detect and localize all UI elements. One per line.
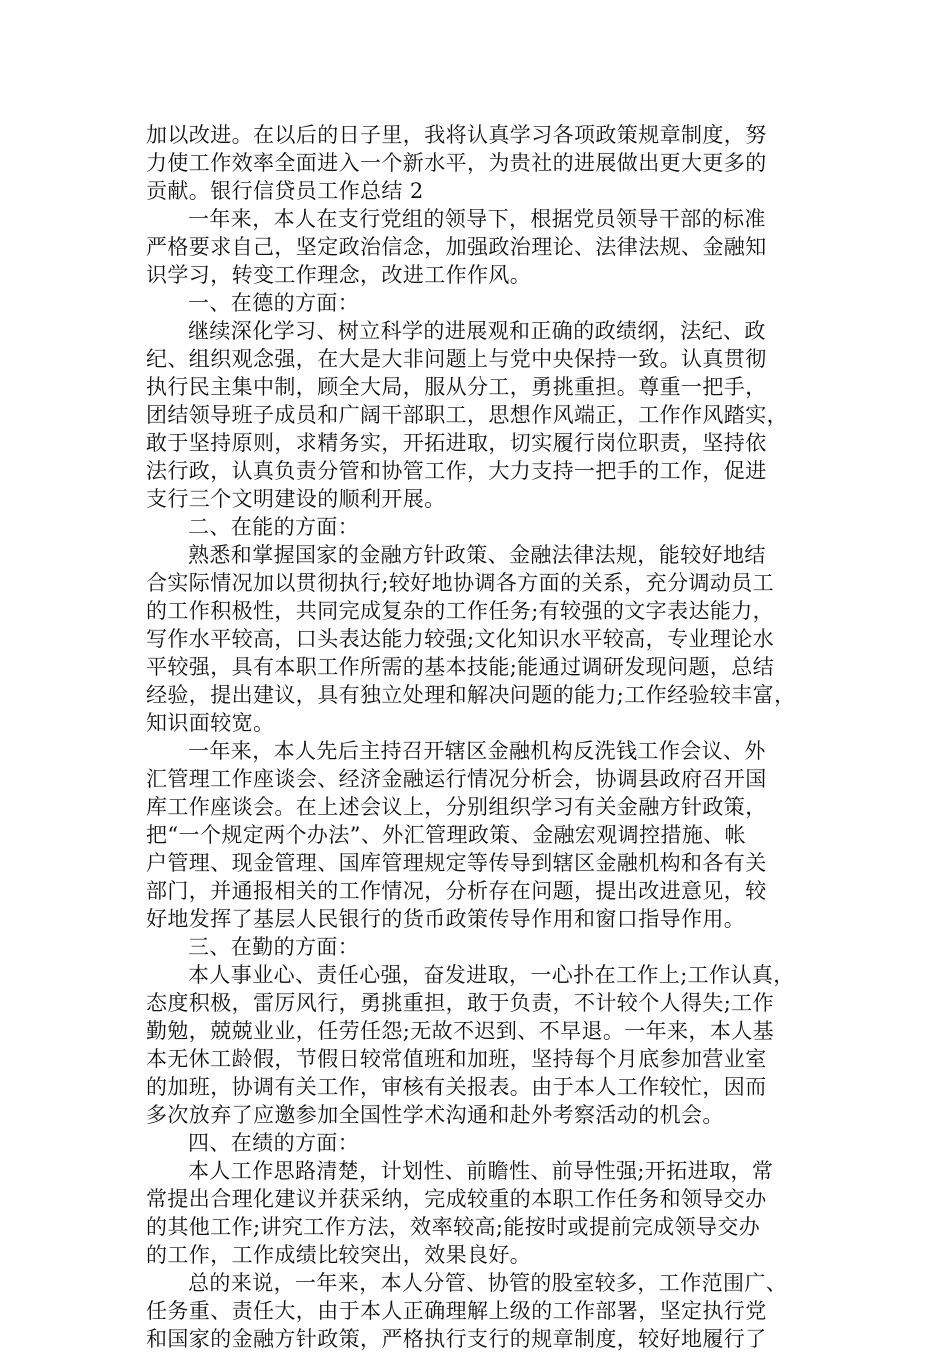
text-line: 团结领导班子成员和广阔干部职工，思想作风端正，工作作风踏实， xyxy=(146,403,788,427)
text-line: 一年来，本人在支行党组的领导下，根据党员领导干部的标准 xyxy=(188,207,766,231)
text-line: 汇管理工作座谈会、经济金融运行情况分析会，协调县政府召开国 xyxy=(146,767,767,791)
text-line: 一、在德的方面： xyxy=(188,291,360,315)
text-line: 好地发挥了基层人民银行的货币政策传导作用和窗口指导作用。 xyxy=(146,907,746,931)
text-line: 的其他工作;讲究工作方法，效率较高;能按时或提前完成领导交办 xyxy=(146,1215,761,1239)
text-line: 和国家的金融方针政策，严格执行支行的规章制度，较好地履行了 xyxy=(146,1327,767,1351)
document-page xyxy=(146,121,818,1353)
text-line: 知识面较宽。 xyxy=(146,711,275,735)
text-line: 平较强，具有本职工作所需的基本技能;能通过调研发现问题，总结 xyxy=(146,655,775,679)
text-line: 本无休工龄假，节假日较常值班和加班，坚持每个月底参加营业室 xyxy=(146,1047,767,1071)
text-line: 本人工作思路清楚，计划性、前瞻性、前导性强;开拓进取，常 xyxy=(188,1159,774,1183)
text-line: 的工作，工作成绩比较突出，效果良好。 xyxy=(146,1243,532,1267)
text-line: 一年来，本人先后主持召开辖区金融机构反洗钱工作会议、外 xyxy=(188,739,766,763)
text-line: 库工作座谈会。在上述会议上，分别组织学习有关金融方针政策， xyxy=(146,795,767,819)
text-line: 四、在绩的方面： xyxy=(188,1131,360,1155)
text-line: 本人事业心、责任心强，奋发进取，一心扑在工作上;工作认真， xyxy=(188,963,795,987)
text-line: 贡献。银行信贷员工作总结 2 xyxy=(146,179,424,203)
text-line: 的工作积极性，共同完成复杂的工作任务;有较强的文字表达能力， xyxy=(146,599,775,623)
text-line: 熟悉和掌握国家的金融方针政策、金融法律法规，能较好地结 xyxy=(188,543,766,567)
text-line: 任务重、责任大，由于本人正确理解上级的工作部署，坚定执行党 xyxy=(146,1299,767,1323)
text-line: 三、在勤的方面： xyxy=(188,935,360,959)
text-line: 纪、组织观念强，在大是大非问题上与党中央保持一致。认真贯彻 xyxy=(146,347,767,371)
text-line: 合实际情况加以贯彻执行;较好地协调各方面的关系，充分调动员工 xyxy=(146,571,775,595)
text-line: 勤勉，兢兢业业，任劳任怨;无故不迟到、不早退。一年来，本人基 xyxy=(146,1019,775,1043)
text-line: 识学习，转变工作理念，改进工作作风。 xyxy=(146,263,532,287)
text-line: 二、在能的方面： xyxy=(188,515,360,539)
text-line: 常提出合理化建议并获采纳，完成较重的本职工作任务和领导交办 xyxy=(146,1187,767,1211)
text-line: 法行政，认真负责分管和协管工作，大力支持一把手的工作，促进 xyxy=(146,459,767,483)
text-line: 继续深化学习、树立科学的进展观和正确的政绩纲，法纪、政 xyxy=(188,319,766,343)
text-line: 力使工作效率全面进入一个新水平，为贵社的进展做出更大更多的 xyxy=(146,151,767,175)
text-line: 经验，提出建议，具有独立处理和解决问题的能力;工作经验较丰富， xyxy=(146,683,796,707)
text-line: 部门，并通报相关的工作情况，分析存在问题，提出改进意见，较 xyxy=(146,879,767,903)
text-line: 把“一个规定两个办法”、外汇管理政策、金融宏观调控措施、帐 xyxy=(146,823,747,847)
text-line: 户管理、现金管理、国库管理规定等传导到辖区金融机构和各有关 xyxy=(146,851,767,875)
text-line: 执行民主集中制，顾全大局，服从分工，勇挑重担。尊重一把手， xyxy=(146,375,767,399)
text-line: 支行三个文明建设的顺利开展。 xyxy=(146,487,446,511)
text-line: 严格要求自己，坚定政治信念，加强政治理论、法律法规、金融知 xyxy=(146,235,767,259)
text-line: 写作水平较高，口头表达能力较强;文化知识水平较高，专业理论水 xyxy=(146,627,775,651)
text-line: 敢于坚持原则，求精务实，开拓进取，切实履行岗位职责，坚持依 xyxy=(146,431,767,455)
text-line: 总的来说，一年来，本人分管、协管的股室较多，工作范围广、 xyxy=(188,1271,788,1295)
text-line: 多次放弃了应邀参加全国性学术沟通和赴外考察活动的机会。 xyxy=(146,1103,724,1127)
text-line: 态度积极，雷厉风行，勇挑重担，敢于负责，不计较个人得失;工作 xyxy=(146,991,775,1015)
text-line: 的加班，协调有关工作，审核有关报表。由于本人工作较忙，因而 xyxy=(146,1075,767,1099)
text-line: 加以改进。在以后的日子里，我将认真学习各项政策规章制度，努 xyxy=(146,123,767,147)
